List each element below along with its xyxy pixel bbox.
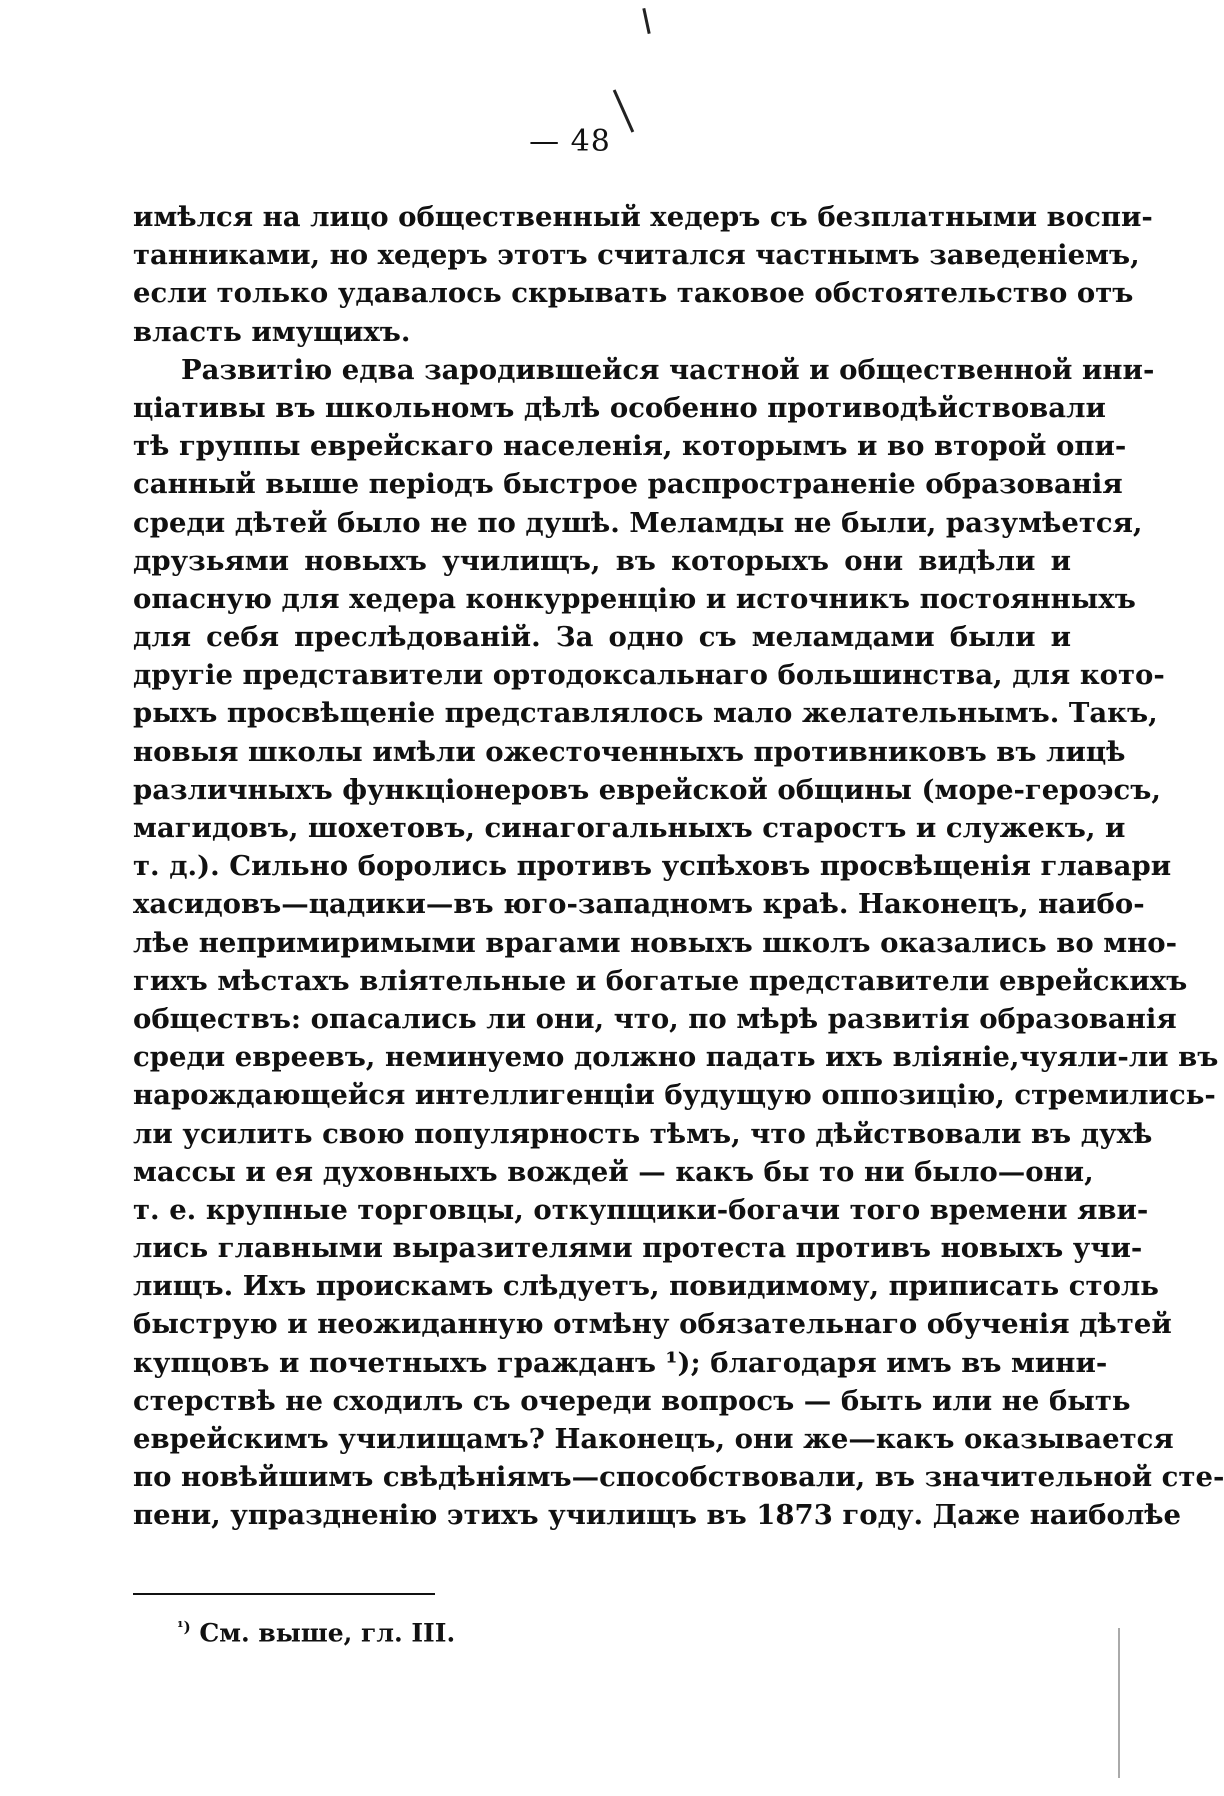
page-number: — 48 xyxy=(529,124,611,159)
text-line: пени, упраздненію этихъ училищъ въ 1873 году. Даже наиболѣе xyxy=(133,1499,1182,1532)
text-line: санный выше періодъ быстрое распространеніе образованія xyxy=(133,468,1123,501)
text-line: тѣ группы еврейскаго населенія, которымъ и во второй опи- xyxy=(133,430,1127,463)
text-line: нарождающейся интеллигенціи будущую оппозицію, стремились- xyxy=(133,1079,1216,1112)
text-line: массы и ея духовныхъ вождей — какъ бы то ни было—они, xyxy=(133,1155,1094,1188)
text-line: гихъ мѣстахъ вліятельные и богатые представители еврейскихъ xyxy=(133,964,1188,997)
text-line: друзьями новыхъ училищъ, въ которыхъ они видѣли и xyxy=(133,544,1071,577)
text-line: т. д.). Сильно боролись противъ успѣховъ просвѣщенія главари xyxy=(133,850,1172,883)
text-line: опасную для хедера конкурренцію и источникъ постоянныхъ xyxy=(133,582,1136,615)
page-edge-shadow xyxy=(1118,1628,1120,1778)
text-line: стерствѣ не сходилъ съ очереди вопросъ — быть или не быть xyxy=(133,1384,1131,1417)
main-text xyxy=(133,198,1224,1535)
footnote-divider xyxy=(133,1593,435,1595)
text-line: другіе представители ортодоксальнаго большинства, для кото- xyxy=(133,659,1165,692)
text-line: магидовъ, шохетовъ, синагогальныхъ старостъ и служекъ, и xyxy=(133,812,1126,844)
stray-mark xyxy=(642,8,650,34)
text-line: если только удавалось скрывать таковое обстоятельство отъ xyxy=(133,277,1134,310)
text-line: имѣлся на лицо общественный хедеръ съ безплатными воспи- xyxy=(133,201,1153,233)
text-line: по новѣйшимъ свѣдѣніямъ—способствовали, въ значительной сте- xyxy=(133,1461,1224,1494)
text-line: обществъ: опасались ли они, что, по мѣрѣ развитія образованія xyxy=(133,1002,1177,1035)
text-line: т. е. крупные торговцы, откупщики-богачи того времени яви- xyxy=(133,1193,1149,1226)
text-line: лись главными выразителями протеста противъ новыхъ учи- xyxy=(133,1232,1143,1265)
text-line: хасидовъ—цадики—въ юго-западномъ краѣ. Наконецъ, наибо- xyxy=(133,888,1145,921)
text-line: быструю и неожиданную отмѣну обязательнаго обученія дѣтей xyxy=(133,1308,1172,1341)
text-line: танниками, но хедеръ этотъ считался частнымъ заведеніемъ, xyxy=(133,239,1140,272)
text-line: еврейскимъ училищамъ? Наконецъ, они же—какъ оказывается xyxy=(133,1423,1174,1455)
text-line: рыхъ просвѣщеніе представлялось мало желательнымъ. Такъ, xyxy=(133,697,1158,730)
text-line: ціативы въ школьномъ дѣлѣ особенно противодѣйствовали xyxy=(133,391,1106,424)
footnote xyxy=(177,1618,455,1647)
text-line: лищъ. Ихъ проискамъ слѣдуетъ, повидимому, приписать столь xyxy=(133,1270,1159,1303)
text-line: Развитію едва зародившейся частной и общественной ини- xyxy=(181,353,1155,386)
text-line: ли усилить свою популярность тѣмъ, что дѣйствовали въ духѣ xyxy=(133,1117,1153,1150)
text-line: лѣе непримиримыми врагами новыхъ школъ оказались во мно- xyxy=(133,926,1178,959)
text-line: власть имущихъ. xyxy=(133,315,411,348)
text-line: различныхъ функціонеровъ еврейской общины (море-героэсъ, xyxy=(133,773,1161,806)
footnote-marker: ¹) xyxy=(177,1618,191,1636)
text-line: купцовъ и почетныхъ гражданъ ¹); благодаря имъ въ мини- xyxy=(133,1346,1108,1379)
text-line: среди дѣтей было не по душѣ. Меламды не были, разумѣется, xyxy=(133,506,1143,539)
footnote-text: См. выше, гл. III. xyxy=(190,1618,456,1648)
text-line: для себя преслѣдованій. За одно съ меламдами были и xyxy=(133,621,1071,654)
text-line: среди евреевъ, неминуемо должно падать ихъ вліяніе,чуяли-ли въ xyxy=(133,1041,1219,1074)
text-line: новыя школы имѣли ожесточенныхъ противниковъ въ лицѣ xyxy=(133,735,1126,768)
